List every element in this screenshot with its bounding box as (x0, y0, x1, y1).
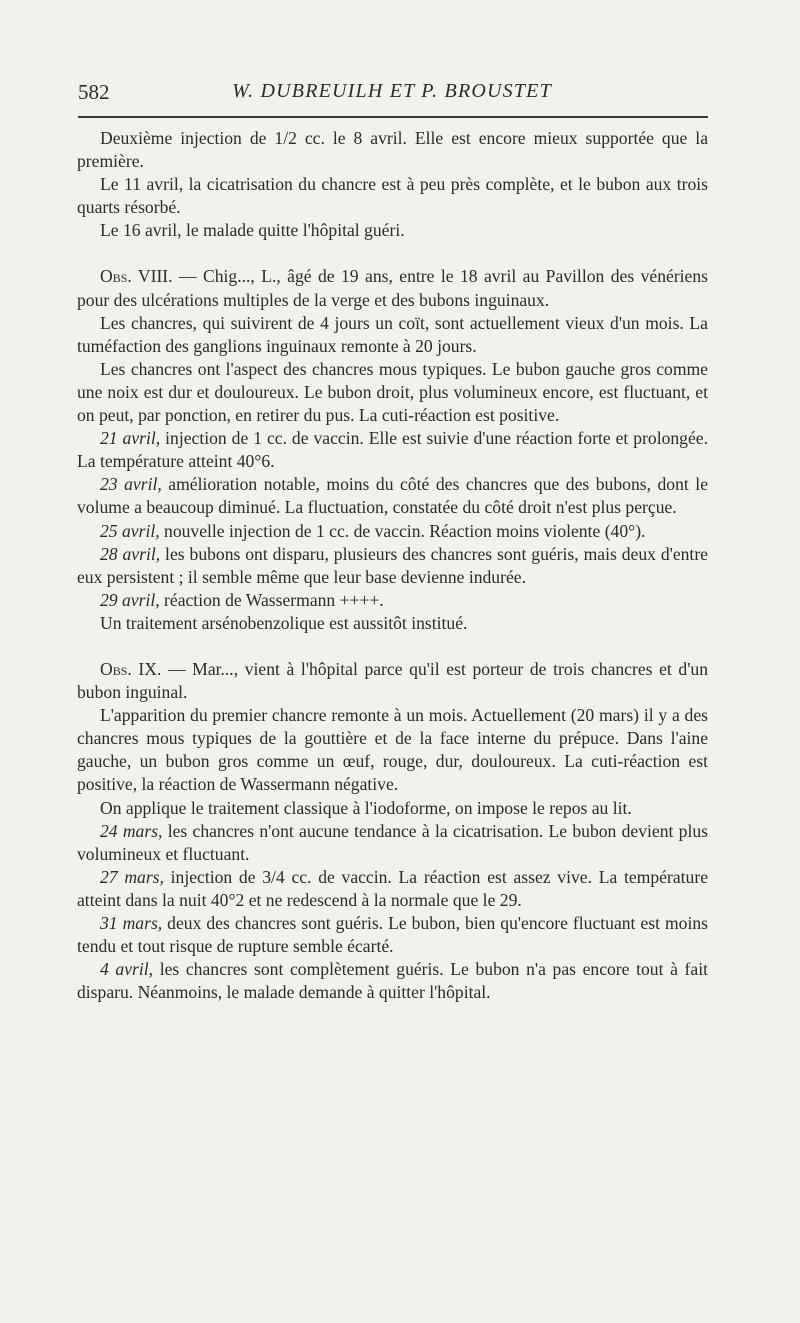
paragraph: Deuxième injection de 1/2 cc. le 8 avril. Elle est encore mieux supportée que la première. (77, 128, 708, 172)
observation-heading-paragraph: Obs. VIII. — Chig..., L., âgé de 19 ans, entre le 18 avril au Pavillon des vénériens pour des ulcérations multiples de la verge et des bubons inguinaux. (77, 266, 708, 310)
paragraph: Le 16 avril, le malade quitte l'hôpital guéri. (100, 220, 405, 241)
dated-entry: 29 avril, réaction de Wassermann ++++. (100, 589, 384, 610)
page-body (77, 127, 708, 1004)
entry-date: 31 mars, (100, 913, 163, 933)
dated-entry: 31 mars, deux des chancres sont guéris. Le bubon, bien qu'encore fluctuant est moins tendu et tout risque de rupture semble écarté. (77, 913, 708, 957)
observation-label: Obs. IX. (100, 658, 162, 679)
paragraph: Les chancres ont l'aspect des chancres mous typiques. Le bubon gauche gros comme une noix est dur et douloureux. Le bubon droit, plus volumineux encore, est fluctuant, et on peut, par ponction, en retirer du pus. La cuti-réaction est positive. (77, 358, 708, 426)
entry-date: 21 avril, (100, 428, 161, 449)
entry-date: 4 avril, (100, 959, 154, 980)
dated-entry: 28 avril, les bubons ont disparu, plusieurs des chancres sont guéris, mais deux d'entre eux persistent ; il semble même que leur base devienne indurée. (77, 543, 708, 587)
paragraph: Un traitement arsénobenzolique est aussitôt institué. (100, 612, 468, 633)
page-number: 582 (78, 80, 110, 104)
paragraph: Les chancres, qui suivirent de 4 jours un coït, sont actuellement vieux d'un mois. La tuméfaction des ganglions inguinaux remonte à 20 jours. (77, 312, 708, 356)
entry-date: 28 avril, (100, 543, 161, 564)
paragraph: L'apparition du premier chancre remonte à un mois. Actuellement (20 mars) il y a des chancres mous typiques de la gouttière et de la face interne du prépuce. Dans l'aine gauche, un bubon gros comme un œuf, rouge, dur, douloureux. La cuti-réaction est positive, la réaction de Wassermann négative. (77, 705, 708, 795)
page-header (76, 80, 708, 110)
entry-date: 24 mars, (100, 820, 163, 841)
paragraph: On applique le traitement classique à l'iodoforme, on impose le repos au lit. (100, 797, 632, 818)
running-title: W. DUBREUILH ET P. BROUSTET (232, 80, 552, 102)
paragraph: Le 11 avril, la cicatrisation du chancre est à peu près complète, et le bubon aux trois quarts résorbé. (77, 174, 708, 218)
dated-entry: 24 mars, les chancres n'ont aucune tendance à la cicatrisation. Le bubon devient plus volumineux et fluctuant. (77, 820, 708, 864)
dated-entry: 27 mars, injection de 3/4 cc. de vaccin. La réaction est assez vive. La température atteint dans la nuit 40°2 et ne redescend à la normale que le 29. (77, 866, 709, 910)
entry-date: 27 mars, (100, 866, 164, 887)
dated-entry: 4 avril, les chancres sont complètement guéris. Le bubon n'a pas encore tout à fait disparu. Néanmoins, le malade demande à quitter l'hôpital. (77, 959, 708, 1003)
dated-entry: 25 avril, nouvelle injection de 1 cc. de vaccin. Réaction moins violente (40°). (100, 520, 646, 541)
dated-entry: 21 avril, injection de 1 cc. de vaccin. Elle est suivie d'une réaction forte et prolongée. La température atteint 40°6. (77, 428, 709, 472)
entry-date: 23 avril, (100, 474, 162, 495)
entry-date: 25 avril, (100, 520, 160, 541)
observation-heading-paragraph: Obs. IX. — Mar..., vient à l'hôpital parce qu'il est porteur de trois chancres et d'un bubon inguinal. (77, 658, 708, 703)
entry-date: 29 avril, (100, 589, 160, 610)
header-rule (78, 116, 708, 118)
observation-label: Obs. VIII. (100, 266, 173, 287)
dated-entry: 23 avril, amélioration notable, moins du côté des chancres que des bubons, dont le volume a beaucoup diminué. La fluctuation, constatée du côté droit n'est plus perçue. (77, 474, 709, 518)
